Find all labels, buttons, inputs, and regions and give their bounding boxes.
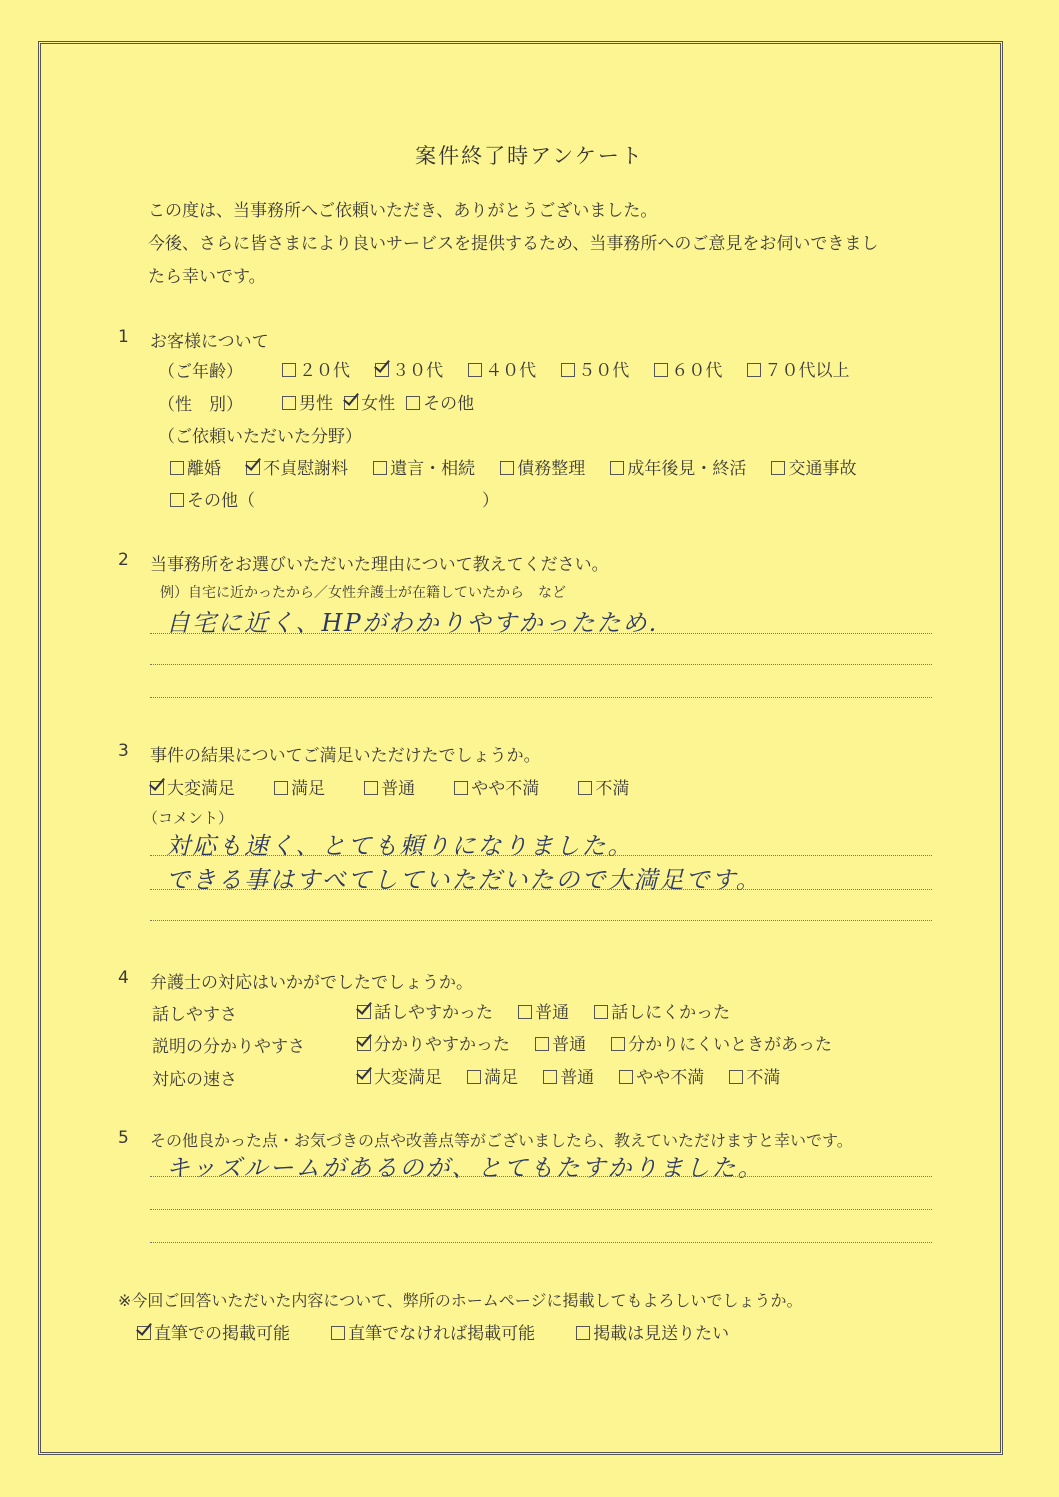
answer-line xyxy=(150,697,932,698)
satisfaction-option[interactable]: 大変満足 xyxy=(150,774,235,799)
answer-line xyxy=(150,664,932,665)
gender-label: （性 別） xyxy=(158,395,243,415)
q4-row-label: 話しやすさ xyxy=(152,1005,237,1025)
consent-options xyxy=(137,1319,749,1344)
gender-option[interactable]: 女性 xyxy=(344,389,395,414)
q2-number: 2 xyxy=(118,550,129,570)
q3-title: 事件の結果についてご満足いただけたでしょうか。 xyxy=(150,746,541,766)
field-option[interactable]: 成年後見・終活 xyxy=(610,454,746,479)
speed-option[interactable]: 普通 xyxy=(543,1063,594,1088)
checkbox[interactable] xyxy=(375,363,389,377)
speed-option[interactable]: 満足 xyxy=(467,1063,518,1088)
consent-option[interactable]: 直筆でなければ掲載可能 xyxy=(331,1319,535,1344)
checkbox[interactable] xyxy=(771,461,785,475)
field-option[interactable]: 不貞慰謝料 xyxy=(246,454,348,479)
q4-row-options xyxy=(357,998,750,1023)
checkbox[interactable] xyxy=(619,1070,633,1084)
checkbox[interactable] xyxy=(170,461,184,475)
q4-number: 4 xyxy=(118,968,129,988)
q1-number: 1 xyxy=(118,327,129,347)
age-option[interactable]: ５０代 xyxy=(561,356,629,381)
field-option[interactable]: 債務整理 xyxy=(500,454,585,479)
speed-option[interactable]: 大変満足 xyxy=(357,1063,442,1088)
field-options xyxy=(170,454,876,479)
answer-line xyxy=(150,1242,932,1243)
satisfaction-option[interactable]: やや不満 xyxy=(454,774,539,799)
checkbox[interactable] xyxy=(246,461,260,475)
q2-title: 当事務所をお選びいただいた理由について教えてください。 xyxy=(150,555,609,575)
field-option[interactable]: 交通事故 xyxy=(771,454,856,479)
age-label: （ご年齢） xyxy=(158,362,243,382)
q5-title: その他良かった点・お気づきの点や改善点等がございましたら、教えていただけますと幸いです。 xyxy=(150,1131,853,1150)
answer-line xyxy=(150,1209,932,1210)
checkbox[interactable] xyxy=(729,1070,743,1084)
field-label: （ご依頼いただいた分野） xyxy=(158,427,362,447)
checkbox[interactable] xyxy=(576,1326,590,1340)
q4-title: 弁護士の対応はいかがでしたでしょうか。 xyxy=(150,973,473,993)
intro-line-1: この度は、当事務所へご依頼いただき、ありがとうございました。 xyxy=(148,201,658,221)
checkbox[interactable] xyxy=(364,781,378,795)
answer-line xyxy=(150,855,932,856)
checkbox[interactable] xyxy=(170,493,184,507)
checkbox[interactable] xyxy=(137,1326,151,1340)
checkbox[interactable] xyxy=(357,1070,371,1084)
age-option[interactable]: ２０代 xyxy=(282,356,350,381)
answer-line xyxy=(150,1176,932,1177)
q4-row-options xyxy=(357,1063,800,1088)
answer-line xyxy=(150,633,932,634)
intro-line-2: 今後、さらに皆さまにより良いサービスを提供するため、当事務所へのご意見をお伺いできまし xyxy=(148,234,879,254)
gender-option[interactable]: 男性 xyxy=(282,389,333,414)
q4-row-label: 説明の分かりやすさ xyxy=(152,1037,305,1057)
age-option[interactable]: ７０代以上 xyxy=(747,356,849,381)
speed-option[interactable]: 不満 xyxy=(729,1063,780,1088)
satisfaction-option[interactable]: 普通 xyxy=(364,774,415,799)
satisfaction-option[interactable]: 満足 xyxy=(274,774,325,799)
checkbox[interactable] xyxy=(150,781,164,795)
q4-row-options xyxy=(357,1030,852,1055)
checkbox[interactable] xyxy=(282,396,296,410)
ease-option[interactable]: 話しにくかった xyxy=(594,998,730,1023)
q2-answer[interactable]: 自宅に近く、HPがわかりやすかったため. xyxy=(166,609,659,637)
checkbox[interactable] xyxy=(654,363,668,377)
checkbox[interactable] xyxy=(357,1037,371,1051)
q1-title: お客様について xyxy=(150,332,269,352)
q2-example: 例）自宅に近かったから／女性弁護士が在籍していたから など xyxy=(160,585,566,601)
q5-number: 5 xyxy=(118,1128,129,1148)
checkbox[interactable] xyxy=(357,1005,371,1019)
satisfaction-option[interactable]: 不満 xyxy=(578,774,629,799)
q3-number: 3 xyxy=(118,741,129,761)
checkbox[interactable] xyxy=(373,461,387,475)
q5-answer[interactable]: キッズルームがあるのが、とてもたすかりました。 xyxy=(166,1154,764,1182)
consent-option[interactable]: 直筆での掲載可能 xyxy=(137,1319,290,1344)
age-options xyxy=(282,356,869,381)
field-other[interactable] xyxy=(170,486,255,511)
q3-options xyxy=(150,774,649,799)
gender-options xyxy=(282,389,494,414)
speed-option[interactable]: やや不満 xyxy=(619,1063,704,1088)
checkbox[interactable] xyxy=(610,461,624,475)
checkbox[interactable] xyxy=(467,1070,481,1084)
checkbox[interactable] xyxy=(518,1005,532,1019)
intro-line-3: たら幸いです。 xyxy=(148,267,266,287)
field-option[interactable]: 遺言・相続 xyxy=(373,454,475,479)
q3-answer-line-1[interactable]: 対応も速く、とても頼りになりました。 xyxy=(166,832,634,860)
consent-title: ※今回ご回答いただいた内容について、弊所のホームページに掲載してもよろしいでしょうか。 xyxy=(118,1291,803,1310)
checkbox[interactable] xyxy=(747,363,761,377)
checkbox[interactable] xyxy=(344,396,358,410)
checkbox[interactable] xyxy=(274,781,288,795)
checkbox[interactable] xyxy=(331,1326,345,1340)
q3-answer-line-2[interactable]: できる事はすべてしていただいたので大満足です。 xyxy=(166,866,762,894)
gender-option[interactable]: その他 xyxy=(406,389,474,414)
checkbox[interactable] xyxy=(282,363,296,377)
checkbox[interactable] xyxy=(578,781,592,795)
checkbox[interactable] xyxy=(543,1070,557,1084)
checkbox[interactable] xyxy=(594,1005,608,1019)
clarity-option[interactable]: 分かりにくいときがあった xyxy=(611,1030,832,1055)
comment-label: （コメント） xyxy=(143,809,234,827)
age-option[interactable]: ３０代 xyxy=(375,356,443,381)
ease-option[interactable]: 普通 xyxy=(518,998,569,1023)
clarity-option[interactable]: 分かりやすかった xyxy=(357,1030,510,1055)
consent-option[interactable]: 掲載は見送りたい xyxy=(576,1319,729,1344)
q4-row-label: 対応の速さ xyxy=(152,1070,237,1090)
answer-line xyxy=(150,920,932,921)
checkbox[interactable] xyxy=(561,363,575,377)
field-other-close: ） xyxy=(482,491,499,511)
survey-title: 案件終了時アンケート xyxy=(415,144,644,168)
checkbox[interactable] xyxy=(535,1037,549,1051)
answer-line xyxy=(150,889,932,890)
ease-option[interactable]: 話しやすかった xyxy=(357,998,493,1023)
checkbox[interactable] xyxy=(406,396,420,410)
checkbox[interactable] xyxy=(611,1037,625,1051)
clarity-option[interactable]: 普通 xyxy=(535,1030,586,1055)
checkbox[interactable] xyxy=(500,461,514,475)
field-other-option[interactable]: その他（ xyxy=(170,486,255,511)
field-option[interactable]: 離婚 xyxy=(170,454,221,479)
checkbox[interactable] xyxy=(468,363,482,377)
age-option[interactable]: ４０代 xyxy=(468,356,536,381)
checkbox[interactable] xyxy=(454,781,468,795)
age-option[interactable]: ６０代 xyxy=(654,356,722,381)
